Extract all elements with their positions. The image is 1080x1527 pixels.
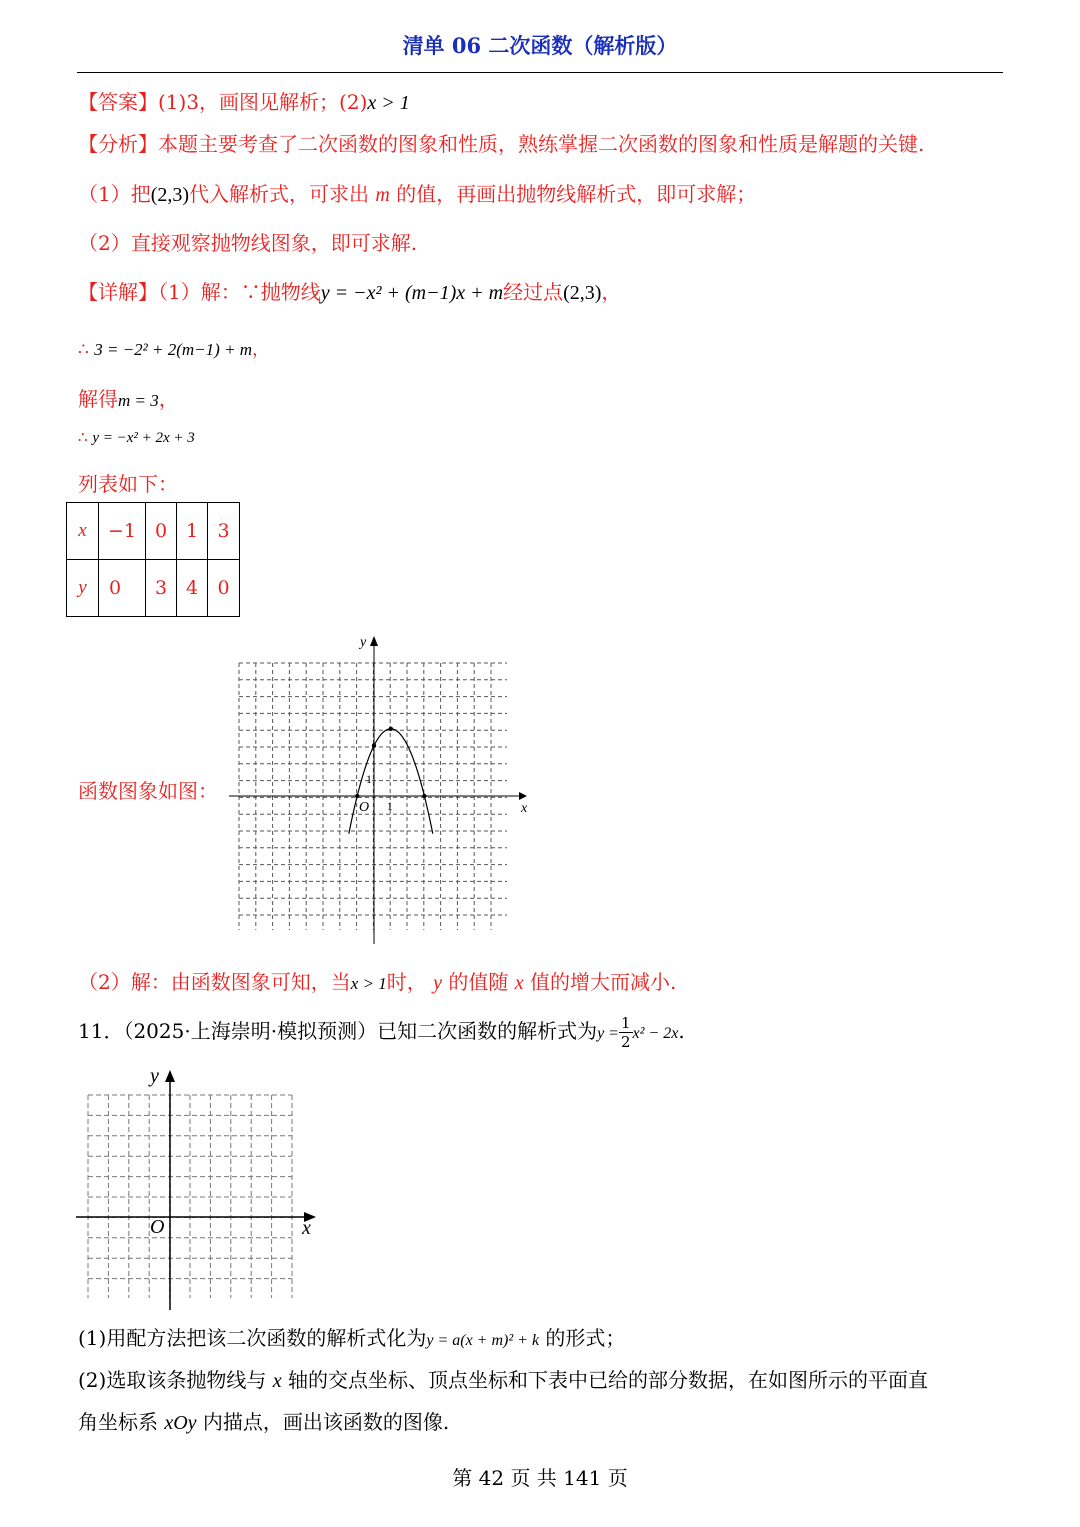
solved-label: 解得 [78,387,118,411]
table-cell: 4 [177,560,208,617]
detail-eq1: y = −x² + (m−1)x + m [320,282,504,304]
step1-point: (2,3) [150,184,190,206]
part2-cond: x > 1 [350,974,387,993]
plotted-point [422,794,426,798]
step1-a: （1）把 [78,182,151,206]
problem-source: （2025·上海崇明·模拟预测）已知二次函数的解析式为 [123,1019,598,1043]
x-axis-arrow [519,792,527,800]
x-tick-label: 1 [386,799,393,813]
y-axis-arrow [370,636,378,646]
part2-c: 的值随 [448,970,509,994]
part2-var-x: x [514,972,524,994]
table-header-y: y [67,560,99,617]
blank-grid-graph [72,1060,327,1315]
table-cell: 3 [146,560,177,617]
table-row-y [67,560,240,617]
question-2-line2 [78,1406,449,1435]
q1-eq: y = a(x + m)² + k [426,1332,540,1349]
fraction [619,1014,633,1051]
step1-var: m [375,184,390,206]
problem-end: . [678,1019,685,1043]
q1-b: 的形式； [545,1326,626,1350]
table-cell: 0 [99,560,146,617]
problem-eq-left: y = [597,1025,619,1042]
y-axis-label: y [150,1065,159,1087]
table-cell: 0 [146,503,177,560]
table-header-x: x [67,503,99,560]
q2-b: 轴的交点坐标、顶点坐标和下表中已给的部分数据，在如图所示的平面直 [287,1368,928,1392]
detail-intro-b: 经过点 [503,280,564,304]
parabola-curve [349,729,433,834]
analysis-text: 本题主要考查了二次函数的图象和性质，熟练掌握二次函数的图象和性质是解题的关键. [158,132,925,156]
part2-b: 时， [386,970,427,994]
origin-label: O [150,1216,165,1238]
step1-c: 的值，再画出抛物线解析式，即可求解； [396,182,757,206]
value-table [66,502,240,617]
detail-intro-c: ， [601,280,622,304]
x-axis-label: x [302,1217,311,1239]
question-1 [78,1322,625,1351]
analysis-step2: （2）直接观察抛物线图象，即可求解. [78,231,418,255]
answer-condition: x > 1 [367,92,410,114]
part2-a: （2）解：由函数图象可知，当 [78,970,351,994]
plotted-point [389,727,393,731]
q2-c: 角坐标系 [78,1410,158,1434]
part2-d: 值的增大而减小. [529,970,677,994]
header-divider [77,72,1003,73]
analysis-label: 【分析】 [78,132,158,156]
fraction-numerator: 1 [620,1014,631,1032]
detail-eq2-end: ， [252,340,270,360]
question-2-line1 [78,1364,928,1393]
y-tick-label: 1 [366,772,372,787]
detail-intro [78,276,621,305]
fraction-denominator: 2 [620,1033,631,1051]
page-footer: 第 42 页 共 141 页 [452,1466,628,1490]
table-intro: 列表如下： [78,472,178,496]
problem-eq-right: x² − 2x [632,1025,679,1042]
plotted-point [372,743,376,747]
detail-eq2: 3 = −2² + 2(m−1) + m [94,340,253,359]
solved-end: ， [158,387,179,411]
y-axis-arrow [165,1070,175,1082]
page-header-title: 清单 06 二次函数（解析版） [402,33,678,58]
detail-step-eq2 [78,335,269,360]
q2-a: (2)选取该条抛物线与 [78,1368,267,1392]
detail-solved [78,383,179,412]
table-cell: 3 [208,503,240,560]
detail-intro-a: （1）解：∵抛物线 [158,280,321,304]
table-row-x [67,503,240,560]
therefore-symbol: ∴ [78,340,89,360]
problem11-statement [78,1014,685,1051]
q2-sys: xOy [164,1412,197,1434]
detail-point: (2,3) [563,282,602,304]
parabola-graph [225,630,535,950]
detail-eq3: y = −x² + 2x + 3 [92,430,195,446]
problem-number: 11． [78,1019,124,1043]
table-cell: −1 [99,503,146,560]
origin-label: O [359,800,370,815]
x-axis-label: x [521,801,528,816]
detail-label: 【详解】 [78,280,158,304]
analysis-step1 [78,178,756,207]
table-cell: 0 [208,560,240,617]
q1-a: (1)用配方法把该二次函数的解析式化为 [78,1326,427,1350]
step1-b: 代入解析式，可求出 [189,182,370,206]
plotted-point [355,794,359,798]
q2-d: 内描点，画出该函数的图像. [202,1410,450,1434]
q2-var: x [272,1370,282,1392]
table-cell: 1 [177,503,208,560]
answer-line [78,86,410,115]
solved-eq: m = 3 [118,391,159,410]
graph-label: 函数图象如图： [78,779,218,803]
answer-part1: (1)3，画图见解析；(2) [158,90,368,114]
answer-label: 【答案】 [78,90,158,114]
part2-line [78,966,676,995]
therefore-symbol-2: ∴ [78,428,88,446]
detail-eq3-line [78,428,195,447]
y-axis-label: y [360,635,367,650]
part2-var-y: y [433,972,443,994]
analysis-line [78,128,924,157]
